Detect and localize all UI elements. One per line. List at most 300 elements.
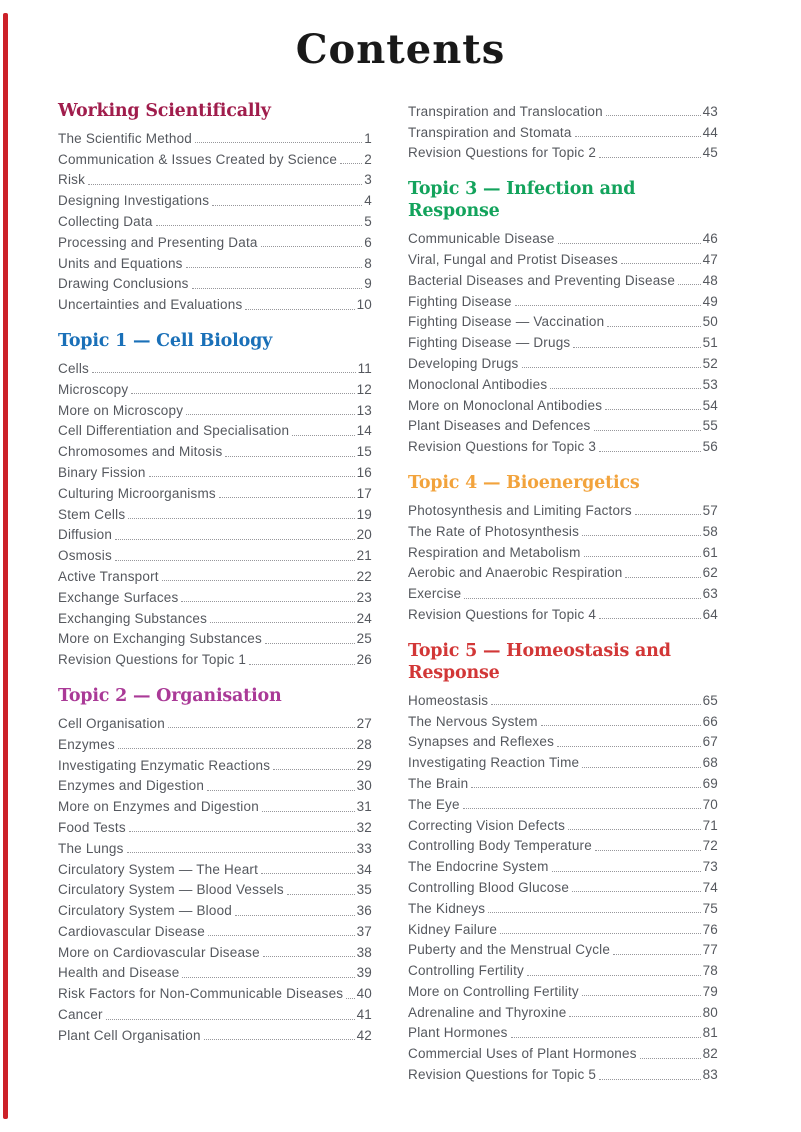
dot-leader <box>128 518 354 519</box>
section-entries <box>58 357 372 669</box>
dot-leader <box>511 1037 701 1038</box>
entry-page: 27 <box>356 715 372 731</box>
entry-page: 3 <box>364 172 372 188</box>
entry-title: Exercise <box>408 586 462 602</box>
entry-page: 1 <box>364 130 372 146</box>
dot-leader <box>557 746 701 747</box>
dot-leader <box>471 787 700 788</box>
dot-leader <box>550 388 700 389</box>
toc-entry <box>408 269 718 290</box>
dot-leader <box>500 933 700 934</box>
toc-entry <box>408 373 718 394</box>
entry-title: Active Transport <box>58 568 159 584</box>
toc-entry <box>408 603 718 624</box>
toc-entry <box>58 420 372 441</box>
entry-page: 82 <box>702 1046 718 1062</box>
left-column <box>58 100 372 1045</box>
dot-leader <box>118 748 355 749</box>
entry-page: 9 <box>364 276 372 292</box>
toc-entry <box>58 189 372 210</box>
entry-title: Revision Questions for Topic 1 <box>58 652 247 668</box>
toc-entry <box>58 503 372 524</box>
section-heading: Topic 2 — Organisation <box>58 686 282 707</box>
dot-leader <box>527 975 701 976</box>
toc-entry <box>58 252 372 273</box>
toc-entry <box>58 795 372 816</box>
entry-page: 38 <box>356 944 372 960</box>
entry-page: 2 <box>364 151 372 167</box>
toc-entry <box>58 440 372 461</box>
toc-entry <box>58 1024 372 1045</box>
toc-entry <box>408 980 718 1001</box>
entry-page: 53 <box>702 376 718 392</box>
dot-leader <box>640 1058 701 1059</box>
entry-page: 51 <box>702 335 718 351</box>
toc-entry <box>408 731 718 752</box>
toc-entry <box>408 100 718 121</box>
entry-page: 15 <box>356 444 372 460</box>
toc-entry <box>408 562 718 583</box>
entry-page: 24 <box>356 610 372 626</box>
entry-page: 65 <box>702 692 718 708</box>
entry-title: Plant Cell Organisation <box>58 1027 201 1043</box>
entry-title: Communicable Disease <box>408 231 555 247</box>
dot-leader <box>249 664 354 665</box>
toc-entry <box>408 918 718 939</box>
entry-page: 72 <box>702 838 718 854</box>
entry-page: 52 <box>702 355 718 371</box>
entry-page: 37 <box>356 923 372 939</box>
dot-leader <box>186 267 363 268</box>
entry-title: Revision Questions for Topic 2 <box>408 145 597 161</box>
toc-entry <box>58 127 372 148</box>
entry-title: Homeostasis <box>408 692 489 708</box>
entry-title: Cells <box>58 360 90 376</box>
entry-page: 66 <box>702 713 718 729</box>
toc-entry <box>58 920 372 941</box>
entry-title: Osmosis <box>58 548 112 564</box>
dot-leader <box>162 580 355 581</box>
entry-title: Cell Organisation <box>58 715 165 731</box>
entry-title: Enzymes <box>58 736 115 752</box>
entry-title: Plant Hormones <box>408 1025 508 1041</box>
dot-leader <box>265 643 355 644</box>
toc-section <box>408 472 718 624</box>
entry-title: The Nervous System <box>408 713 538 729</box>
dot-leader <box>204 1039 355 1040</box>
entry-page: 10 <box>356 297 372 313</box>
entry-title: The Eye <box>408 796 460 812</box>
entry-title: The Brain <box>408 775 469 791</box>
entry-page: 20 <box>356 527 372 543</box>
toc-entry <box>58 169 372 190</box>
dot-leader <box>88 184 362 185</box>
entry-title: Viral, Fungal and Protist Diseases <box>408 251 618 267</box>
dot-leader <box>182 977 354 978</box>
toc-entry <box>58 231 372 252</box>
dot-leader <box>558 243 701 244</box>
entry-page: 22 <box>356 568 372 584</box>
entry-title: Risk Factors for Non-Communicable Diseases <box>58 986 344 1002</box>
dot-leader <box>261 246 363 247</box>
dot-leader <box>127 852 355 853</box>
entry-page: 19 <box>356 506 372 522</box>
toc-entry <box>408 415 718 436</box>
toc-entry <box>58 544 372 565</box>
section-heading: Topic 5 — Homeostasis and Response <box>408 640 671 683</box>
entry-title: Controlling Fertility <box>408 963 524 979</box>
entry-title: Investigating Enzymatic Reactions <box>58 757 271 773</box>
entry-page: 63 <box>702 586 718 602</box>
entry-title: Transpiration and Translocation <box>408 103 603 119</box>
toc-entry <box>408 248 718 269</box>
toc-entry <box>58 357 372 378</box>
dot-leader <box>261 873 355 874</box>
toc-entry <box>58 293 372 314</box>
dot-leader <box>582 767 700 768</box>
toc-section <box>408 640 718 1084</box>
toc-entry <box>58 607 372 628</box>
dot-leader <box>168 727 355 728</box>
entry-title: Exchange Surfaces <box>58 589 179 605</box>
entry-title: More on Controlling Fertility <box>408 983 579 999</box>
entry-title: Food Tests <box>58 819 126 835</box>
section-entries <box>58 712 372 1045</box>
entry-page: 71 <box>702 817 718 833</box>
dot-leader <box>208 935 355 936</box>
dot-leader <box>599 1079 700 1080</box>
dot-leader <box>464 598 700 599</box>
entry-page: 83 <box>702 1067 718 1083</box>
toc-entry <box>408 1001 718 1022</box>
entry-page: 67 <box>702 734 718 750</box>
dot-leader <box>573 347 700 348</box>
dot-leader <box>245 309 354 310</box>
dot-leader <box>287 894 355 895</box>
dot-leader <box>131 393 354 394</box>
entry-page: 30 <box>356 778 372 794</box>
toc-entry <box>408 352 718 373</box>
entry-page: 50 <box>702 314 718 330</box>
entry-title: Enzymes and Digestion <box>58 778 205 794</box>
entry-page: 46 <box>702 231 718 247</box>
dot-leader <box>115 539 354 540</box>
toc-entry <box>408 793 718 814</box>
toc-entry <box>58 648 372 669</box>
entry-page: 39 <box>356 965 372 981</box>
dot-leader <box>235 915 355 916</box>
toc-entry <box>408 290 718 311</box>
entry-title: Units and Equations <box>58 255 183 271</box>
entry-title: Revision Questions for Topic 5 <box>408 1067 597 1083</box>
entry-title: The Scientific Method <box>58 130 193 146</box>
entry-page: 75 <box>702 900 718 916</box>
entry-title: Stem Cells <box>58 506 126 522</box>
entry-page: 81 <box>702 1025 718 1041</box>
entry-page: 61 <box>702 544 718 560</box>
entry-page: 57 <box>702 502 718 518</box>
entry-title: Cancer <box>58 1007 103 1023</box>
toc-entry <box>58 1003 372 1024</box>
section-entries <box>408 499 718 624</box>
entry-page: 23 <box>356 589 372 605</box>
toc-entry <box>408 939 718 960</box>
dot-leader <box>463 808 701 809</box>
entry-title: Bacterial Diseases and Preventing Disease <box>408 272 676 288</box>
dot-leader <box>541 725 701 726</box>
entry-page: 55 <box>702 418 718 434</box>
entry-page: 14 <box>356 423 372 439</box>
entry-title: Designing Investigations <box>58 193 210 209</box>
entry-page: 6 <box>364 234 372 250</box>
page-edge-accent-strip <box>3 13 8 1119</box>
dot-leader <box>552 871 701 872</box>
toc-entry <box>58 399 372 420</box>
entry-title: Circulatory System — The Heart <box>58 861 259 877</box>
dot-leader <box>129 831 355 832</box>
dot-leader <box>491 704 700 705</box>
dot-leader <box>156 225 363 226</box>
entry-page: 62 <box>702 565 718 581</box>
entry-page: 77 <box>702 942 718 958</box>
section-heading: Working Scientifically <box>58 101 271 121</box>
entry-title: Chromosomes and Mitosis <box>58 444 223 460</box>
toc-entry <box>408 520 718 541</box>
section-entries <box>58 127 372 314</box>
toc-entry <box>408 855 718 876</box>
dot-leader <box>515 305 701 306</box>
section-entries <box>408 689 718 1084</box>
entry-title: Culturing Microorganisms <box>58 485 216 501</box>
toc-entry <box>408 876 718 897</box>
dot-leader <box>635 514 701 515</box>
entry-title: More on Exchanging Substances <box>58 631 262 647</box>
entry-title: Commercial Uses of Plant Hormones <box>408 1046 637 1062</box>
entry-page: 80 <box>702 1004 718 1020</box>
entry-title: More on Enzymes and Digestion <box>58 799 259 815</box>
toc-entry <box>408 1042 718 1063</box>
toc-entry <box>58 461 372 482</box>
toc-entry <box>408 121 718 142</box>
entry-page: 49 <box>702 293 718 309</box>
toc-entry <box>58 148 372 169</box>
dot-leader <box>575 136 701 137</box>
entry-page: 56 <box>702 439 718 455</box>
entry-page: 13 <box>356 402 372 418</box>
dot-leader <box>594 430 701 431</box>
dot-leader <box>149 476 355 477</box>
dot-leader <box>181 601 354 602</box>
entry-title: Fighting Disease — Vaccination <box>408 314 605 330</box>
entry-page: 69 <box>702 775 718 791</box>
entry-title: Risk <box>58 172 86 188</box>
dot-leader <box>225 456 354 457</box>
dot-leader <box>605 409 700 410</box>
entry-page: 47 <box>702 251 718 267</box>
dot-leader <box>262 811 355 812</box>
section-entries <box>408 227 718 456</box>
dot-leader <box>263 956 355 957</box>
toc-entry <box>408 814 718 835</box>
entry-title: Circulatory System — Blood Vessels <box>58 882 284 898</box>
entry-title: Aerobic and Anaerobic Respiration <box>408 565 623 581</box>
dot-leader <box>621 263 701 264</box>
toc-entry <box>408 835 718 856</box>
toc-entry <box>58 628 372 649</box>
dot-leader <box>195 142 362 143</box>
toc-entry <box>408 772 718 793</box>
dot-leader <box>678 284 700 285</box>
section-heading: Topic 3 — Infection and Response <box>408 179 636 222</box>
section-heading: Topic 1 — Cell Biology <box>58 331 273 352</box>
entry-title: Photosynthesis and Limiting Factors <box>408 502 632 518</box>
dot-leader <box>340 163 362 164</box>
dot-leader <box>625 577 700 578</box>
dot-leader <box>115 560 355 561</box>
entry-title: Fighting Disease <box>408 293 512 309</box>
entry-title: Revision Questions for Topic 4 <box>408 606 597 622</box>
toc-entry <box>408 227 718 248</box>
entry-page: 74 <box>702 879 718 895</box>
dot-leader <box>219 497 355 498</box>
toc-entry <box>408 897 718 918</box>
dot-leader <box>599 451 700 452</box>
entry-page: 42 <box>356 1027 372 1043</box>
toc-entry <box>408 959 718 980</box>
toc-entry <box>58 879 372 900</box>
entry-page: 8 <box>364 255 372 271</box>
dot-leader <box>273 769 354 770</box>
toc-entry <box>408 1022 718 1043</box>
entry-page: 58 <box>702 523 718 539</box>
dot-leader <box>599 157 700 158</box>
entry-title: Controlling Body Temperature <box>408 838 592 854</box>
toc-entry <box>58 754 372 775</box>
dot-leader <box>595 850 701 851</box>
dot-leader <box>92 372 356 373</box>
dot-leader <box>582 995 701 996</box>
page-title: Contents <box>295 26 506 73</box>
entry-page: 21 <box>356 548 372 564</box>
entry-page: 31 <box>356 799 372 815</box>
entry-title: Exchanging Substances <box>58 610 208 626</box>
toc-entry <box>58 524 372 545</box>
toc-entry <box>58 378 372 399</box>
toc-entry <box>408 311 718 332</box>
toc-entry <box>58 982 372 1003</box>
toc-entry <box>58 712 372 733</box>
dot-leader <box>606 115 701 116</box>
entry-title: Correcting Vision Defects <box>408 817 566 833</box>
toc-entry <box>58 565 372 586</box>
entry-page: 16 <box>356 464 372 480</box>
entry-title: Uncertainties and Evaluations <box>58 297 243 313</box>
section-entries <box>408 100 718 162</box>
dot-leader <box>607 326 700 327</box>
dot-leader <box>212 205 362 206</box>
right-column <box>408 100 718 1084</box>
dot-leader <box>582 535 701 536</box>
entry-title: Cell Differentiation and Specialisation <box>58 423 290 439</box>
entry-title: More on Monoclonal Antibodies <box>408 397 603 413</box>
entry-page: 54 <box>702 397 718 413</box>
toc-section <box>58 330 372 669</box>
dot-leader <box>192 288 363 289</box>
entry-title: Synapses and Reflexes <box>408 734 555 750</box>
toc-entry <box>408 1063 718 1084</box>
dot-leader <box>346 998 354 999</box>
dot-leader <box>210 622 355 623</box>
toc-entry <box>58 733 372 754</box>
entry-page: 64 <box>702 606 718 622</box>
toc-entry <box>58 941 372 962</box>
entry-title: Respiration and Metabolism <box>408 544 581 560</box>
toc-entry <box>58 586 372 607</box>
toc-section <box>408 178 718 456</box>
entry-page: 5 <box>364 213 372 229</box>
toc-entry <box>408 499 718 520</box>
entry-title: Adrenaline and Thyroxine <box>408 1004 567 1020</box>
entry-page: 33 <box>356 840 372 856</box>
entry-page: 40 <box>356 986 372 1002</box>
entry-page: 32 <box>356 819 372 835</box>
toc-entry <box>408 582 718 603</box>
toc-entry <box>408 541 718 562</box>
entry-page: 48 <box>702 272 718 288</box>
dot-leader <box>584 556 701 557</box>
entry-page: 26 <box>356 652 372 668</box>
entry-title: Puberty and the Menstrual Cycle <box>408 942 611 958</box>
dot-leader <box>186 414 354 415</box>
toc-section <box>58 100 372 314</box>
dot-leader <box>292 435 354 436</box>
entry-title: Collecting Data <box>58 213 153 229</box>
toc-entry <box>408 142 718 163</box>
toc-entry <box>58 816 372 837</box>
entry-page: 34 <box>356 861 372 877</box>
entry-page: 35 <box>356 882 372 898</box>
entry-title: Processing and Presenting Data <box>58 234 258 250</box>
entry-title: More on Cardiovascular Disease <box>58 944 260 960</box>
dot-leader <box>572 891 700 892</box>
entry-title: Diffusion <box>58 527 113 543</box>
entry-page: 73 <box>702 859 718 875</box>
toc-entry <box>58 210 372 231</box>
entry-page: 68 <box>702 755 718 771</box>
entry-title: Revision Questions for Topic 3 <box>408 439 597 455</box>
entry-title: Health and Disease <box>58 965 180 981</box>
entry-title: Binary Fission <box>58 464 146 480</box>
dot-leader <box>613 954 701 955</box>
entry-page: 12 <box>356 381 372 397</box>
entry-page: 70 <box>702 796 718 812</box>
toc-entry <box>58 273 372 294</box>
entry-title: Monoclonal Antibodies <box>408 376 548 392</box>
dot-leader <box>106 1019 355 1020</box>
dot-leader <box>568 829 701 830</box>
dot-leader <box>522 367 701 368</box>
entry-title: Drawing Conclusions <box>58 276 189 292</box>
entry-page: 41 <box>356 1007 372 1023</box>
entry-title: Fighting Disease — Drugs <box>408 335 571 351</box>
toc-entry <box>58 837 372 858</box>
entry-page: 28 <box>356 736 372 752</box>
entry-title: The Rate of Photosynthesis <box>408 523 580 539</box>
toc-entry <box>58 899 372 920</box>
toc-entry <box>408 751 718 772</box>
entry-title: Communication & Issues Created by Science <box>58 151 338 167</box>
toc-entry <box>408 689 718 710</box>
